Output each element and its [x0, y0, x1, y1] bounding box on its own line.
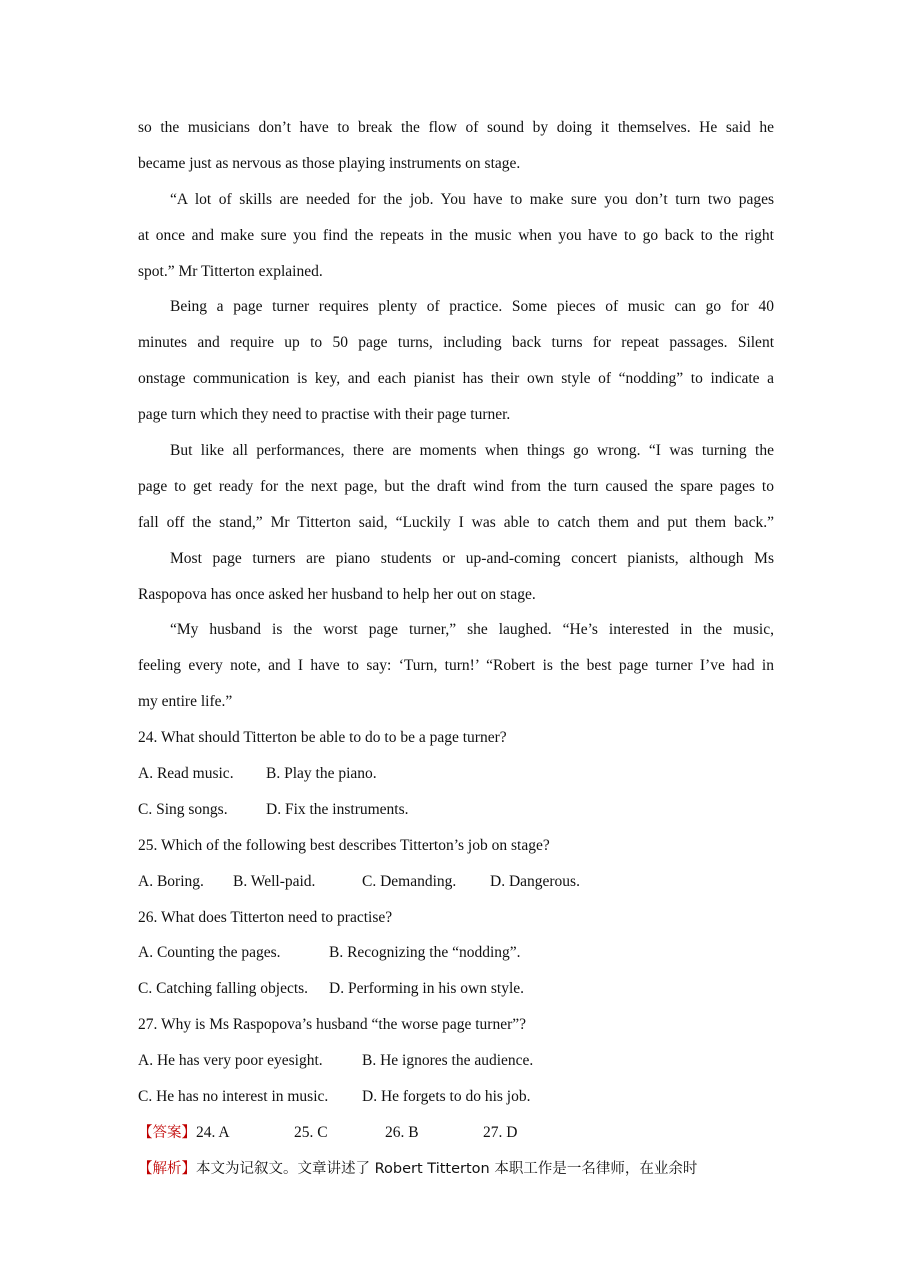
answer-item: 24. A	[196, 1123, 230, 1141]
option-d: D. Dangerous.	[490, 872, 580, 890]
question-26	[138, 900, 774, 1008]
passage-line: Being a page turner requires plenty of practice. Some pieces of music can go for 40	[170, 298, 774, 316]
analysis-text: 本文为记叙文。文章讲述了 Robert Titterton 本职工作是一名律师，在业余时	[196, 1160, 698, 1177]
option-c: C. Catching falling objects.	[138, 980, 309, 998]
question-stem: 26. What does Titterton need to practise?	[138, 908, 393, 926]
question-stem: 25. Which of the following best describes Titterton’s job on stage?	[138, 836, 550, 854]
answer-label: 【答案】	[138, 1124, 196, 1141]
passage-line: my entire life.”	[138, 693, 233, 711]
passage-line: Raspopova has once asked her husband to help her out on stage.	[138, 585, 536, 603]
passage-line: became just as nervous as those playing instruments on stage.	[138, 154, 521, 172]
options-row	[138, 864, 774, 900]
option-c: C. Sing songs.	[138, 800, 228, 818]
option-b: B. Play the piano.	[266, 765, 377, 783]
options-row	[138, 971, 774, 1007]
document-page	[138, 110, 774, 1187]
answer-item: 25. C	[294, 1123, 328, 1141]
option-a: A. Boring.	[138, 872, 204, 890]
passage-line: minutes and require up to 50 page turns, including back turns for repeat passages. Silent	[138, 334, 774, 352]
passage-line: page turn which they need to practise with their page turner.	[138, 406, 511, 424]
option-a: A. Counting the pages.	[138, 944, 281, 962]
passage	[138, 110, 774, 720]
question-stem: 27. Why is Ms Raspopova’s husband “the worse page turner”?	[138, 1016, 526, 1034]
question-27	[138, 1007, 774, 1115]
option-c: C. He has no interest in music.	[138, 1088, 329, 1106]
options-row	[138, 792, 774, 828]
passage-line: at once and make sure you find the repeats in the music when you have to go back to the right	[138, 226, 774, 244]
option-d: D. Performing in his own style.	[329, 980, 525, 998]
passage-line: so the musicians don’t have to break the flow of sound by doing it themselves. He said he	[138, 119, 774, 136]
question-stem: 24. What should Titterton be able to do to be a page turner?	[138, 729, 507, 747]
options-row	[138, 1043, 774, 1079]
passage-line: page to get ready for the next page, but the draft wind from the turn caused the spare pages to	[138, 477, 774, 495]
passage-line: feeling every note, and I have to say: ‘Turn, turn!’ “Robert is the best page turner I’ve had in	[138, 657, 774, 675]
option-b: B. He ignores the audience.	[362, 1052, 534, 1070]
options-row	[138, 1079, 774, 1115]
passage-line: onstage communication is key, and each pianist has their own style of “nodding” to indicate a	[138, 370, 774, 388]
question-25	[138, 828, 774, 900]
options-row	[138, 935, 774, 971]
passage-line: fall off the stand,” Mr Titterton said, “Luckily I was able to catch them and put them back.”	[138, 513, 774, 531]
passage-line: But like all performances, there are moments when things go wrong. “I was turning the	[170, 442, 774, 460]
answer-line	[138, 1115, 774, 1151]
option-b: B. Well-paid.	[233, 872, 316, 890]
question-24	[138, 720, 774, 828]
option-a: A. Read music.	[138, 765, 234, 783]
option-d: D. He forgets to do his job.	[362, 1088, 531, 1106]
passage-line: Most page turners are piano students or up-and-coming concert pianists, although Ms	[170, 549, 774, 567]
option-a: A. He has very poor eyesight.	[138, 1052, 323, 1070]
passage-line: spot.” Mr Titterton explained.	[138, 262, 323, 280]
answer-item: 26. B	[385, 1123, 419, 1141]
answer-item: 27. D	[483, 1123, 518, 1141]
analysis-line	[138, 1151, 774, 1187]
option-b: B. Recognizing the “nodding”.	[329, 944, 521, 962]
passage-line: “My husband is the worst page turner,” she laughed. “He’s interested in the music,	[170, 621, 774, 639]
option-c: C. Demanding.	[362, 872, 457, 890]
options-row	[138, 756, 774, 792]
passage-line: “A lot of skills are needed for the job. You have to make sure you don’t turn two pages	[170, 190, 774, 208]
analysis-label: 【解析】	[138, 1160, 196, 1177]
option-d: D. Fix the instruments.	[266, 800, 409, 818]
